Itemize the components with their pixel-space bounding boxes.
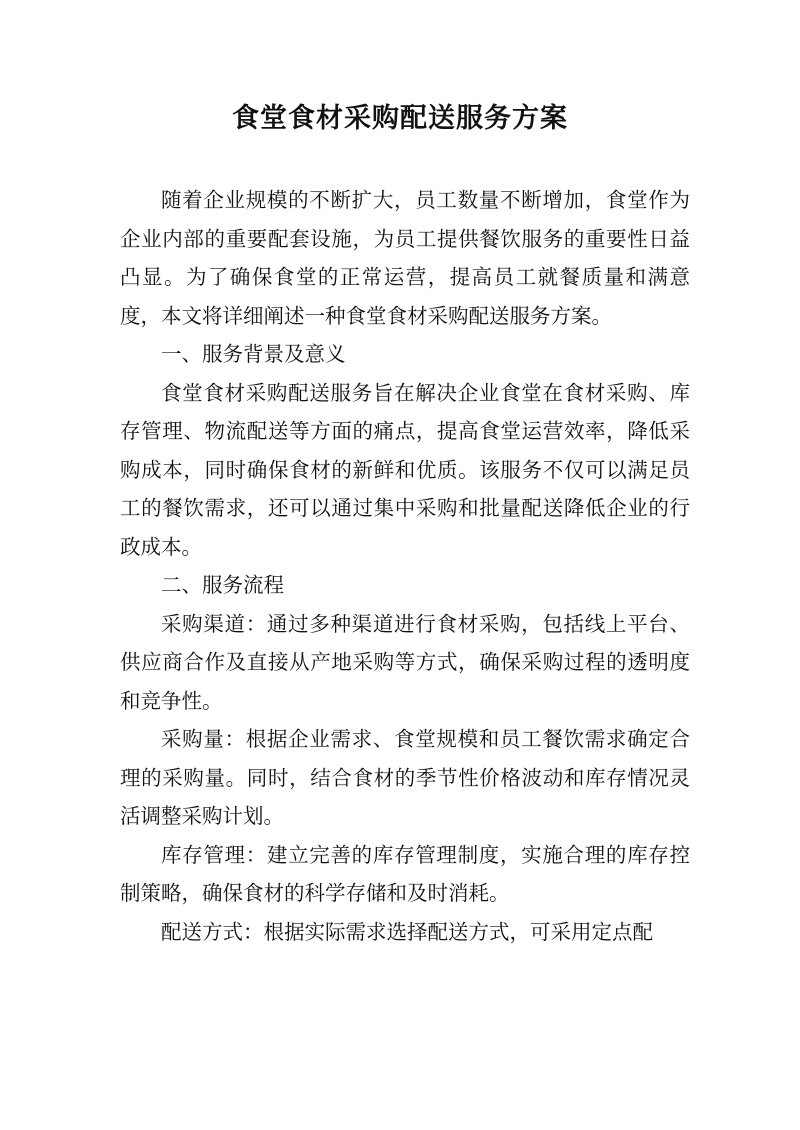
paragraph-background: 食堂食材采购配送服务旨在解决企业食堂在食材采购、库存管理、物流配送等方面的痛点，提高食堂运营效率，降低采购成本，同时确保食材的新鲜和优质。该服务不仅可以满足员工的餐饮需求，还可以通过集中采购和批量配送降低企业的行政成本。 (120, 380, 690, 559)
document-title: 食堂食材采购配送服务方案 (232, 103, 568, 134)
paragraph-procurement-channels: 采购渠道：通过多种渠道进行食材采购，包括线上平台、供应商合作及直接从产地采购等方式，确保采购过程的透明度和竞争性。 (120, 611, 690, 713)
paragraph-procurement-volume: 采购量：根据企业需求、食堂规模和员工餐饮需求确定合理的采购量。同时，结合食材的季节性价格波动和库存情况灵活调整采购计划。 (120, 727, 690, 828)
section-heading-background: 一、服务背景及意义 (161, 342, 346, 366)
paragraph-intro: 随着企业规模的不断扩大，员工数量不断增加，食堂作为企业内部的重要配套设施，为员工提供餐饮服务的重要性日益凸显。为了确保食堂的正常运营，提高员工就餐质量和满意度，本文将详细阐述一种食堂食材采购配送服务方案。 (120, 188, 690, 328)
document-body (120, 181, 690, 951)
paragraph-inventory-management: 库存管理：建立完善的库存管理制度，实施合理的库存控制策略，确保食材的科学存储和及时消耗。 (120, 842, 690, 905)
paragraph-delivery-method: 配送方式：根据实际需求选择配送方式，可采用定点配 (161, 919, 653, 944)
section-heading-process: 二、服务流程 (161, 573, 284, 597)
